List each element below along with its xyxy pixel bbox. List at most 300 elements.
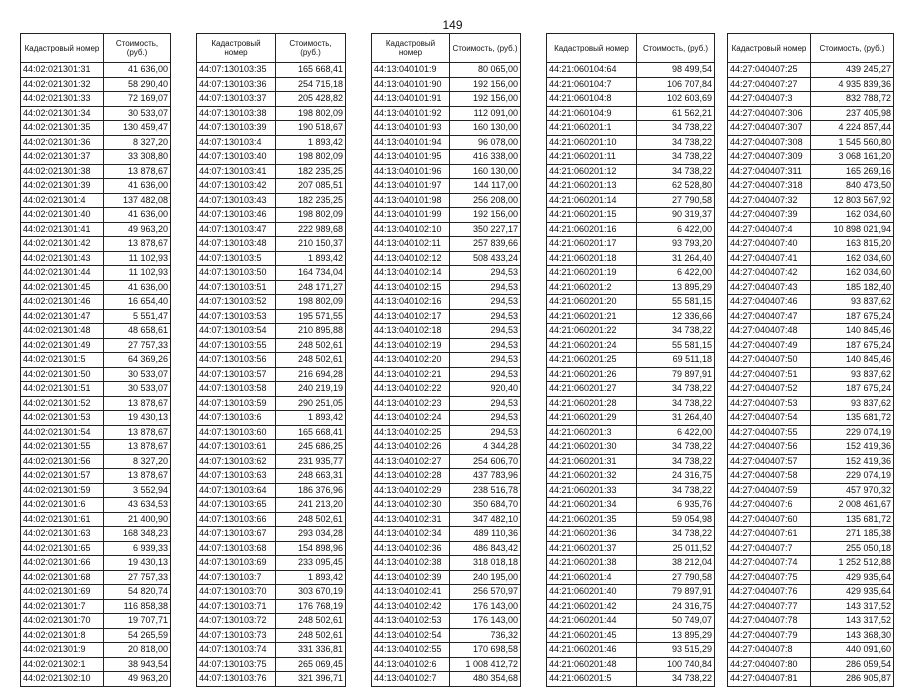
table-row (372, 483, 521, 498)
cadastral-number-cell: 44:21:060201:3 (547, 425, 637, 440)
cost-cell: 34 738,22 (637, 527, 715, 542)
cadastral-number-cell: 44:02:021301:53 (21, 411, 104, 426)
table-row (197, 295, 346, 310)
table-row (197, 353, 346, 368)
cost-cell: 165 668,41 (276, 425, 346, 440)
cadastral-number-cell: 44:07:130103:63 (197, 469, 276, 484)
table-row (21, 498, 171, 513)
table-row (197, 106, 346, 121)
table-row (372, 599, 521, 614)
cadastral-number-cell: 44:07:130103:58 (197, 382, 276, 397)
cadastral-number-cell: 44:02:021301:52 (21, 396, 104, 411)
cost-cell: 508 433,24 (450, 251, 521, 266)
table-row (547, 411, 715, 426)
table-row (372, 309, 521, 324)
cost-cell: 102 603,69 (637, 92, 715, 107)
cadastral-number-cell: 44:02:021301:8 (21, 628, 104, 643)
cost-cell: 8 327,20 (104, 454, 171, 469)
cost-cell: 12 336,66 (637, 309, 715, 324)
cadastral-number-cell: 44:21:060201:14 (547, 193, 637, 208)
table-header-row (728, 34, 894, 63)
cost-cell: 4 935 839,36 (811, 77, 894, 92)
cadastral-number-cell: 44:27:040407:52 (728, 382, 811, 397)
table-row (728, 614, 894, 629)
cost-cell: 241 213,20 (276, 498, 346, 513)
table-row (547, 469, 715, 484)
cadastral-number-cell: 44:07:130103:72 (197, 614, 276, 629)
table-row (372, 266, 521, 281)
cost-cell: 207 085,51 (276, 179, 346, 194)
cadastral-number-cell: 44:07:130103:69 (197, 556, 276, 571)
cost-cell: 34 738,22 (637, 440, 715, 455)
cost-cell: 238 516,78 (450, 483, 521, 498)
cadastral-number-cell: 44:07:130103:7 (197, 570, 276, 585)
cost-cell: 48 658,61 (104, 324, 171, 339)
cadastral-number-cell: 44:02:021301:48 (21, 324, 104, 339)
cadastral-number-cell: 44:07:130103:60 (197, 425, 276, 440)
header-cadastral-number: Кадастровый номер (372, 34, 450, 63)
table-row (547, 164, 715, 179)
table-row (197, 541, 346, 556)
cost-cell: 13 878,67 (104, 396, 171, 411)
table-row (547, 657, 715, 672)
cost-cell: 19 430,13 (104, 411, 171, 426)
cost-cell: 34 738,22 (637, 324, 715, 339)
cost-cell: 248 502,61 (276, 512, 346, 527)
cadastral-number-cell: 44:27:040407:57 (728, 454, 811, 469)
cadastral-number-cell: 44:21:060201:21 (547, 309, 637, 324)
table-row (728, 324, 894, 339)
cadastral-number-cell: 44:02:021301:9 (21, 643, 104, 658)
cost-cell: 416 338,00 (450, 150, 521, 165)
table-row (197, 599, 346, 614)
table-row (197, 237, 346, 252)
cadastral-number-cell: 44:07:130103:55 (197, 338, 276, 353)
cadastral-number-cell: 44:13:040102:31 (372, 512, 450, 527)
cadastral-number-cell: 44:13:040101:94 (372, 135, 450, 150)
table-body (21, 63, 171, 687)
cadastral-number-cell: 44:27:040407:49 (728, 338, 811, 353)
table-row (197, 266, 346, 281)
cadastral-number-cell: 44:21:060201:36 (547, 527, 637, 542)
cadastral-number-cell: 44:02:021301:65 (21, 541, 104, 556)
table-row (21, 121, 171, 136)
cadastral-number-cell: 44:13:040102:20 (372, 353, 450, 368)
cadastral-number-cell: 44:07:130103:73 (197, 628, 276, 643)
cost-cell: 256 570,97 (450, 585, 521, 600)
table-row (728, 237, 894, 252)
table-row (21, 440, 171, 455)
table-header-row (21, 34, 171, 63)
cost-cell: 24 316,75 (637, 469, 715, 484)
cadastral-number-cell: 44:13:040101:90 (372, 77, 450, 92)
cost-cell: 1 893,42 (276, 411, 346, 426)
cadastral-number-cell: 44:13:040102:25 (372, 425, 450, 440)
cadastral-number-cell: 44:27:040407:76 (728, 585, 811, 600)
table-row (372, 208, 521, 223)
cadastral-number-cell: 44:07:130103:43 (197, 193, 276, 208)
table-row (21, 570, 171, 585)
cadastral-number-cell: 44:02:021301:33 (21, 92, 104, 107)
table-row (728, 425, 894, 440)
table-row (728, 454, 894, 469)
table-row (21, 396, 171, 411)
cost-cell: 198 802,09 (276, 208, 346, 223)
table-row (547, 338, 715, 353)
cost-cell: 41 636,00 (104, 280, 171, 295)
table-row (21, 309, 171, 324)
cost-cell: 429 935,64 (811, 570, 894, 585)
table-row (547, 425, 715, 440)
table-row (728, 179, 894, 194)
cost-cell: 79 897,91 (637, 585, 715, 600)
cost-cell: 137 482,08 (104, 193, 171, 208)
table-row (372, 106, 521, 121)
table-row (21, 353, 171, 368)
cadastral-number-cell: 44:02:021301:38 (21, 164, 104, 179)
table-row (372, 672, 521, 687)
table-body (197, 63, 346, 687)
cost-cell: 286 059,54 (811, 657, 894, 672)
cost-cell: 79 897,91 (637, 367, 715, 382)
cost-cell: 187 675,24 (811, 382, 894, 397)
cost-cell: 210 150,37 (276, 237, 346, 252)
table-row (21, 599, 171, 614)
cadastral-number-cell: 44:27:040407:75 (728, 570, 811, 585)
cost-cell: 920,40 (450, 382, 521, 397)
cost-cell: 255 050,18 (811, 541, 894, 556)
cost-cell: 55 581,15 (637, 295, 715, 310)
table-row (547, 382, 715, 397)
cost-cell: 49 963,20 (104, 222, 171, 237)
cost-cell: 144 117,00 (450, 179, 521, 194)
cadastral-number-cell: 44:21:060201:1 (547, 121, 637, 136)
cost-cell: 210 895,88 (276, 324, 346, 339)
cost-cell: 34 738,22 (637, 454, 715, 469)
cadastral-number-cell: 44:13:040102:12 (372, 251, 450, 266)
cost-cell: 240 219,19 (276, 382, 346, 397)
cost-cell: 832 788,72 (811, 92, 894, 107)
cost-cell: 1 893,42 (276, 251, 346, 266)
table-row (372, 512, 521, 527)
table-row (728, 599, 894, 614)
cadastral-number-cell: 44:27:040407:32 (728, 193, 811, 208)
table-row (547, 599, 715, 614)
cadastral-number-cell: 44:13:040102:7 (372, 672, 450, 687)
cadastral-number-cell: 44:02:021301:59 (21, 483, 104, 498)
cost-cell: 164 734,04 (276, 266, 346, 281)
cadastre-table-1 (20, 33, 171, 687)
cost-cell: 34 738,22 (637, 164, 715, 179)
table-row (197, 164, 346, 179)
table-row (372, 585, 521, 600)
table-row (197, 338, 346, 353)
cost-cell: 30 533,07 (104, 367, 171, 382)
table-row (21, 425, 171, 440)
cost-cell: 12 803 567,92 (811, 193, 894, 208)
cost-cell: 34 738,22 (637, 382, 715, 397)
cost-cell: 5 551,47 (104, 309, 171, 324)
table-row (197, 570, 346, 585)
cost-cell: 19 430,13 (104, 556, 171, 571)
cadastral-number-cell: 44:07:130103:52 (197, 295, 276, 310)
cadastral-number-cell: 44:02:021301:57 (21, 469, 104, 484)
table-row (197, 469, 346, 484)
cadastral-number-cell: 44:02:021302:1 (21, 657, 104, 672)
table-row (197, 179, 346, 194)
cost-cell: 2 008 461,67 (811, 498, 894, 513)
table-body (372, 63, 521, 687)
table-row (197, 585, 346, 600)
cadastral-number-cell: 44:13:040102:26 (372, 440, 450, 455)
cadastral-number-cell: 44:21:060104:64 (547, 63, 637, 78)
cadastral-number-cell: 44:27:040407:318 (728, 179, 811, 194)
cost-cell: 130 459,47 (104, 121, 171, 136)
cadastral-number-cell: 44:13:040102:23 (372, 396, 450, 411)
cadastral-number-cell: 44:02:021301:61 (21, 512, 104, 527)
cost-cell: 4 344,28 (450, 440, 521, 455)
cost-cell: 80 065,00 (450, 63, 521, 78)
cadastral-number-cell: 44:21:060201:24 (547, 338, 637, 353)
cost-cell: 19 707,71 (104, 614, 171, 629)
table-row (547, 92, 715, 107)
cadastral-number-cell: 44:13:040102:21 (372, 367, 450, 382)
cost-cell: 21 400,90 (104, 512, 171, 527)
cadastre-table-2 (196, 33, 346, 687)
table-row (197, 628, 346, 643)
cost-cell: 11 102,93 (104, 266, 171, 281)
cost-cell: 93 793,20 (637, 237, 715, 252)
cadastral-number-cell: 44:07:130103:56 (197, 353, 276, 368)
cost-cell: 165 668,41 (276, 63, 346, 78)
cadastral-number-cell: 44:07:130103:51 (197, 280, 276, 295)
table-row (547, 353, 715, 368)
cost-cell: 41 636,00 (104, 179, 171, 194)
cadastral-number-cell: 44:13:040101:99 (372, 208, 450, 223)
table-row (547, 237, 715, 252)
table-row (372, 498, 521, 513)
table-row (728, 498, 894, 513)
cadastral-number-cell: 44:02:021301:44 (21, 266, 104, 281)
cost-cell: 4 224 857,44 (811, 121, 894, 136)
cost-cell: 72 169,07 (104, 92, 171, 107)
cadastral-number-cell: 44:27:040407:306 (728, 106, 811, 121)
cost-cell: 350 684,70 (450, 498, 521, 513)
table-row (21, 135, 171, 150)
table-row (372, 63, 521, 78)
cadastral-number-cell: 44:27:040407:79 (728, 628, 811, 643)
cadastral-number-cell: 44:13:040102:6 (372, 657, 450, 672)
cadastral-number-cell: 44:27:040407:50 (728, 353, 811, 368)
table-row (372, 77, 521, 92)
table-row (21, 222, 171, 237)
cadastral-number-cell: 44:07:130103:76 (197, 672, 276, 687)
cadastral-number-cell: 44:21:060201:42 (547, 599, 637, 614)
cadastral-number-cell: 44:13:040102:19 (372, 338, 450, 353)
table-row (197, 280, 346, 295)
table-row (547, 106, 715, 121)
table-row (21, 643, 171, 658)
table-row (372, 92, 521, 107)
table-row (372, 367, 521, 382)
cadastral-number-cell: 44:07:130103:41 (197, 164, 276, 179)
cost-cell: 347 482,10 (450, 512, 521, 527)
table-row (547, 440, 715, 455)
cost-cell: 25 011,52 (637, 541, 715, 556)
table-row (21, 614, 171, 629)
cost-cell: 840 473,50 (811, 179, 894, 194)
table-row (372, 324, 521, 339)
cost-cell: 54 265,59 (104, 628, 171, 643)
cost-cell: 489 110,36 (450, 527, 521, 542)
table-row (728, 63, 894, 78)
cost-cell: 30 533,07 (104, 106, 171, 121)
table-row (728, 672, 894, 687)
cadastral-number-cell: 44:21:060201:34 (547, 498, 637, 513)
cadastral-number-cell: 44:07:130103:39 (197, 121, 276, 136)
cadastral-number-cell: 44:21:060201:48 (547, 657, 637, 672)
table-row (21, 63, 171, 78)
cadastral-number-cell: 44:21:060201:29 (547, 411, 637, 426)
header-cost: Стоимость, (руб.) (637, 34, 715, 63)
cost-cell: 1 008 412,72 (450, 657, 521, 672)
table-row (21, 585, 171, 600)
table-row (728, 411, 894, 426)
table-row (547, 672, 715, 687)
cost-cell: 93 515,29 (637, 643, 715, 658)
table-row (197, 657, 346, 672)
table-row (372, 657, 521, 672)
cost-cell: 162 034,60 (811, 208, 894, 223)
cost-cell: 135 681,72 (811, 411, 894, 426)
cadastral-number-cell: 44:07:130103:38 (197, 106, 276, 121)
table-row (197, 556, 346, 571)
table-row (21, 208, 171, 223)
cadastral-number-cell: 44:21:060201:40 (547, 585, 637, 600)
cadastral-number-cell: 44:27:040407:308 (728, 135, 811, 150)
cost-cell: 64 369,26 (104, 353, 171, 368)
cost-cell: 248 502,61 (276, 614, 346, 629)
cadastral-number-cell: 44:02:021301:36 (21, 135, 104, 150)
table-header-row (372, 34, 521, 63)
cost-cell: 480 354,68 (450, 672, 521, 687)
table-row (197, 92, 346, 107)
cost-cell: 294,53 (450, 396, 521, 411)
table-row (547, 643, 715, 658)
table-row (728, 556, 894, 571)
table-row (728, 106, 894, 121)
cadastral-number-cell: 44:07:130103:54 (197, 324, 276, 339)
cadastral-number-cell: 44:02:021301:50 (21, 367, 104, 382)
cost-cell: 31 264,40 (637, 251, 715, 266)
table-row (728, 585, 894, 600)
table-row (728, 251, 894, 266)
cost-cell: 62 528,80 (637, 179, 715, 194)
table-row (21, 382, 171, 397)
cadastral-number-cell: 44:27:040407:58 (728, 469, 811, 484)
cost-cell: 6 422,00 (637, 425, 715, 440)
cadastre-table-5 (727, 33, 894, 687)
table-row (197, 309, 346, 324)
cadastral-number-cell: 44:07:130103:61 (197, 440, 276, 455)
cost-cell: 486 843,42 (450, 541, 521, 556)
cadastral-number-cell: 44:27:040407:311 (728, 164, 811, 179)
table-row (728, 77, 894, 92)
cost-cell: 96 078,00 (450, 135, 521, 150)
cost-cell: 229 074,19 (811, 425, 894, 440)
cadastral-number-cell: 44:07:130103:5 (197, 251, 276, 266)
cadastral-number-cell: 44:13:040102:18 (372, 324, 450, 339)
cost-cell: 321 396,71 (276, 672, 346, 687)
table-row (197, 396, 346, 411)
table-row (372, 570, 521, 585)
table-row (197, 382, 346, 397)
cadastral-number-cell: 44:13:040102:39 (372, 570, 450, 585)
cost-cell: 165 269,16 (811, 164, 894, 179)
table-row (372, 469, 521, 484)
table-row (547, 483, 715, 498)
cost-cell: 265 069,45 (276, 657, 346, 672)
table-row (728, 382, 894, 397)
cadastral-number-cell: 44:21:060201:19 (547, 266, 637, 281)
table-row (547, 179, 715, 194)
cost-cell: 6 422,00 (637, 266, 715, 281)
cadastral-number-cell: 44:21:060201:30 (547, 440, 637, 455)
table-row (197, 121, 346, 136)
table-header-row (547, 34, 715, 63)
table-row (21, 266, 171, 281)
cost-cell: 736,32 (450, 628, 521, 643)
cost-cell: 192 156,00 (450, 208, 521, 223)
table-row (547, 266, 715, 281)
cadastral-number-cell: 44:27:040407:60 (728, 512, 811, 527)
table-row (547, 222, 715, 237)
cost-cell: 6 935,76 (637, 498, 715, 513)
cost-cell: 34 738,22 (637, 672, 715, 687)
cost-cell: 34 738,22 (637, 483, 715, 498)
table-row (197, 512, 346, 527)
cost-cell: 440 091,60 (811, 643, 894, 658)
table-row (372, 280, 521, 295)
table-row (372, 527, 521, 542)
table-row (728, 208, 894, 223)
table-row (197, 411, 346, 426)
cost-cell: 331 336,81 (276, 643, 346, 658)
cost-cell: 69 511,18 (637, 353, 715, 368)
cost-cell: 198 802,09 (276, 295, 346, 310)
cadastral-number-cell: 44:27:040407:51 (728, 367, 811, 382)
table-row (547, 295, 715, 310)
table-header-row (197, 34, 346, 63)
cadastral-number-cell: 44:13:040102:53 (372, 614, 450, 629)
cost-cell: 168 348,23 (104, 527, 171, 542)
table-row (21, 556, 171, 571)
cost-cell: 1 545 560,80 (811, 135, 894, 150)
cadastral-number-cell: 44:13:040101:92 (372, 106, 450, 121)
cost-cell: 13 878,67 (104, 469, 171, 484)
cadastral-number-cell: 44:27:040407:61 (728, 527, 811, 542)
cost-cell: 192 156,00 (450, 77, 521, 92)
table-row (547, 527, 715, 542)
cadastral-number-cell: 44:13:040101:96 (372, 164, 450, 179)
cadastral-number-cell: 44:27:040407:48 (728, 324, 811, 339)
table-row (547, 77, 715, 92)
header-cost: Стоимость, (руб.) (450, 34, 521, 63)
cadastral-number-cell: 44:02:021301:43 (21, 251, 104, 266)
cost-cell: 205 428,82 (276, 92, 346, 107)
cadastral-number-cell: 44:21:060104:7 (547, 77, 637, 92)
table-row (547, 324, 715, 339)
